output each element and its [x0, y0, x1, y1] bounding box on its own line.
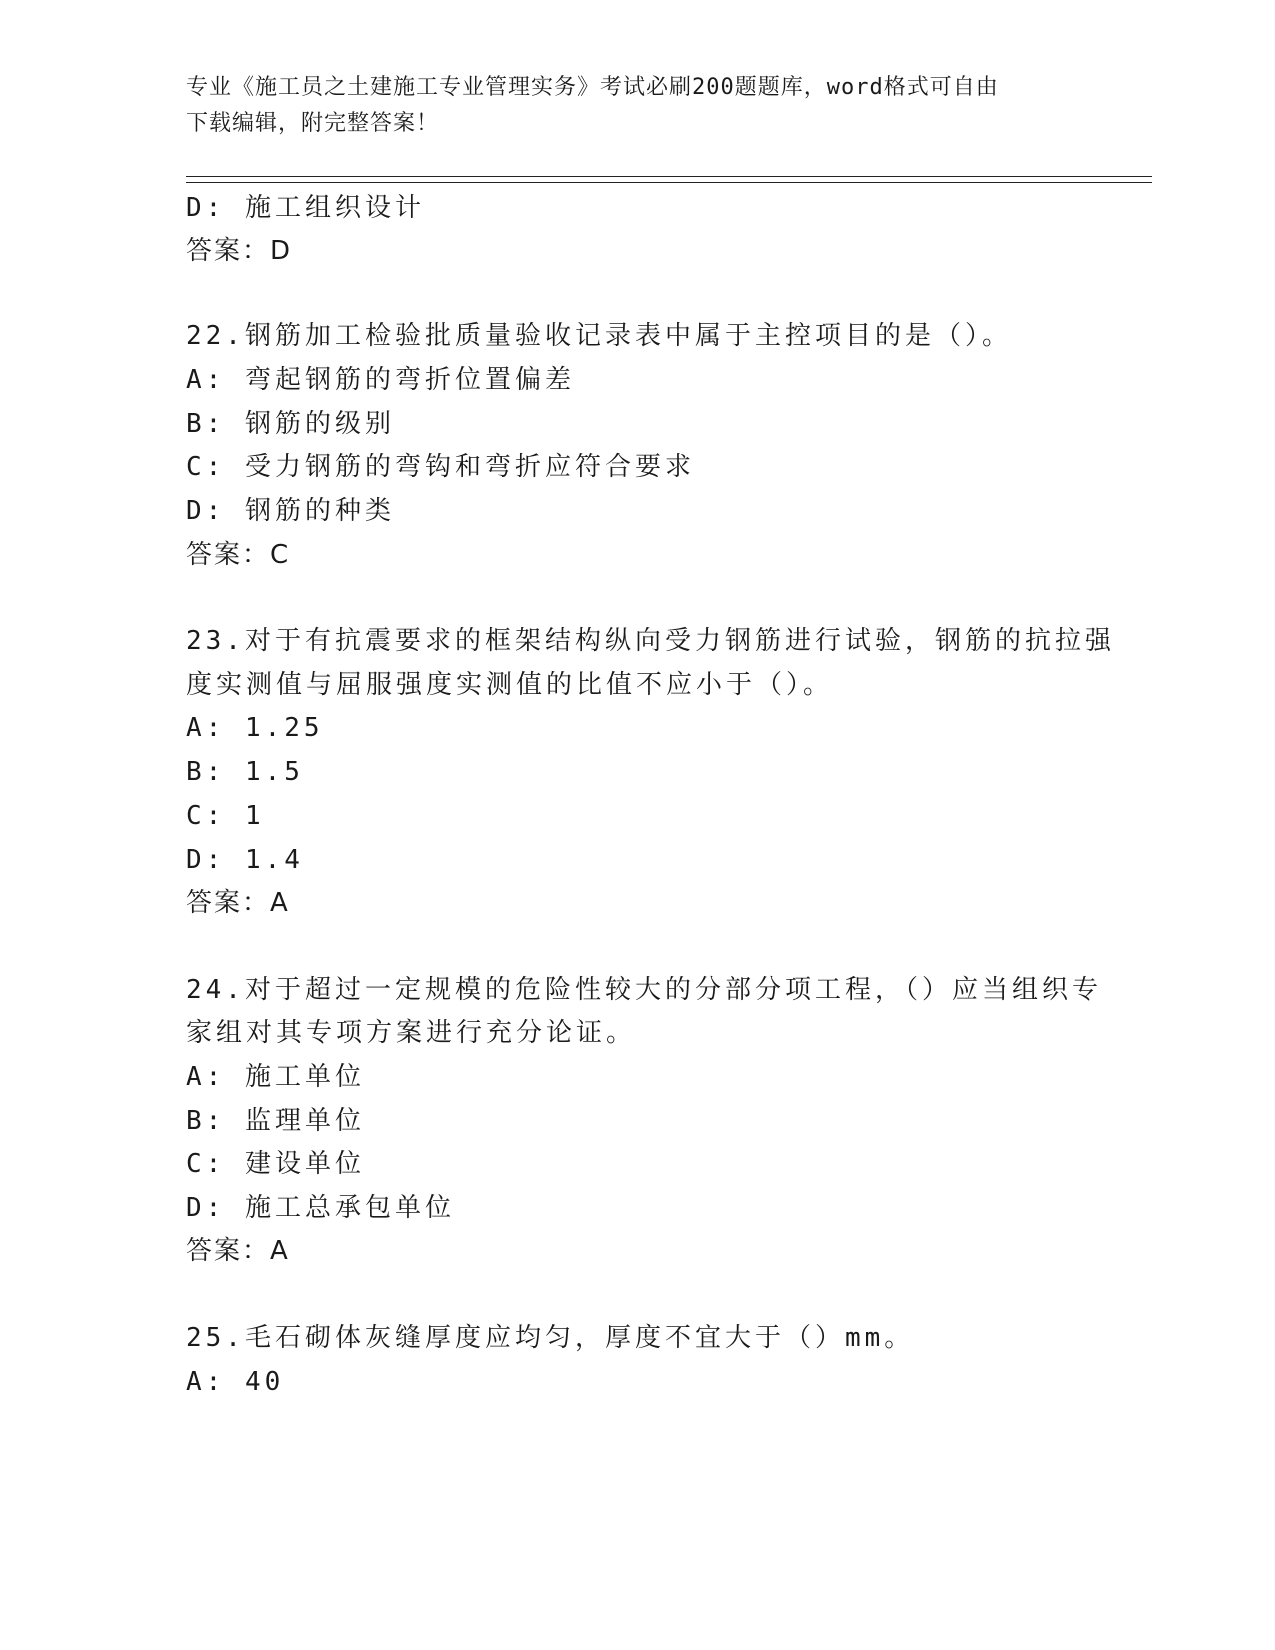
- header-divider-bottom: [186, 182, 1152, 183]
- option-d-prev: D: 施工组织设计: [186, 193, 425, 223]
- question-22-option-b: B: 钢筋的级别: [186, 409, 395, 439]
- question-22-option-a: A: 弯起钢筋的弯折位置偏差: [186, 365, 575, 395]
- question-22-stem: 22.钢筋加工检验批质量验收记录表中属于主控项目的是（）。: [186, 321, 1012, 351]
- answer-prev: 答案：D: [186, 236, 293, 266]
- question-24-stem-line-1: 24.对于超过一定规模的危险性较大的分部分项工程，（）应当组织专: [186, 975, 1102, 1005]
- document-header: [186, 70, 1066, 142]
- question-23-answer: 答案：A: [186, 888, 290, 918]
- header-divider-top: [186, 176, 1152, 177]
- question-24-option-c: C: 建设单位: [186, 1149, 365, 1179]
- question-23-option-c: C: 1: [186, 801, 265, 831]
- question-22-answer: 答案：C: [186, 540, 291, 570]
- question-24-stem-line-2: 家组对其专项方案进行充分论证。: [186, 1018, 637, 1048]
- question-23-option-b: B: 1.5: [186, 757, 304, 787]
- question-24-answer: 答案：A: [186, 1236, 290, 1266]
- question-22-option-d: D: 钢筋的种类: [186, 496, 395, 526]
- question-23-option-a: A: 1.25: [186, 713, 324, 743]
- question-23-option-d: D: 1.4: [186, 845, 304, 875]
- question-25-stem: 25.毛石砌体灰缝厚度应均匀，厚度不宜大于（）mm。: [186, 1323, 915, 1353]
- question-24-option-b: B: 监理单位: [186, 1106, 365, 1136]
- question-23-stem-line-2: 度实测值与屈服强度实测值的比值不应小于（）。: [186, 670, 834, 700]
- header-line-1: 专业《施工员之土建施工专业管理实务》考试必刷200题题库，word格式可自由: [186, 75, 999, 100]
- question-24-option-a: A: 施工单位: [186, 1062, 365, 1092]
- header-line-2: 下载编辑，附完整答案！: [186, 111, 440, 136]
- question-22-option-c: C: 受力钢筋的弯钩和弯折应符合要求: [186, 452, 695, 482]
- question-24-option-d: D: 施工总承包单位: [186, 1193, 455, 1223]
- question-25-option-a: A: 40: [186, 1367, 285, 1397]
- question-23-stem-line-1: 23.对于有抗震要求的框架结构纵向受力钢筋进行试验，钢筋的抗拉强: [186, 626, 1115, 656]
